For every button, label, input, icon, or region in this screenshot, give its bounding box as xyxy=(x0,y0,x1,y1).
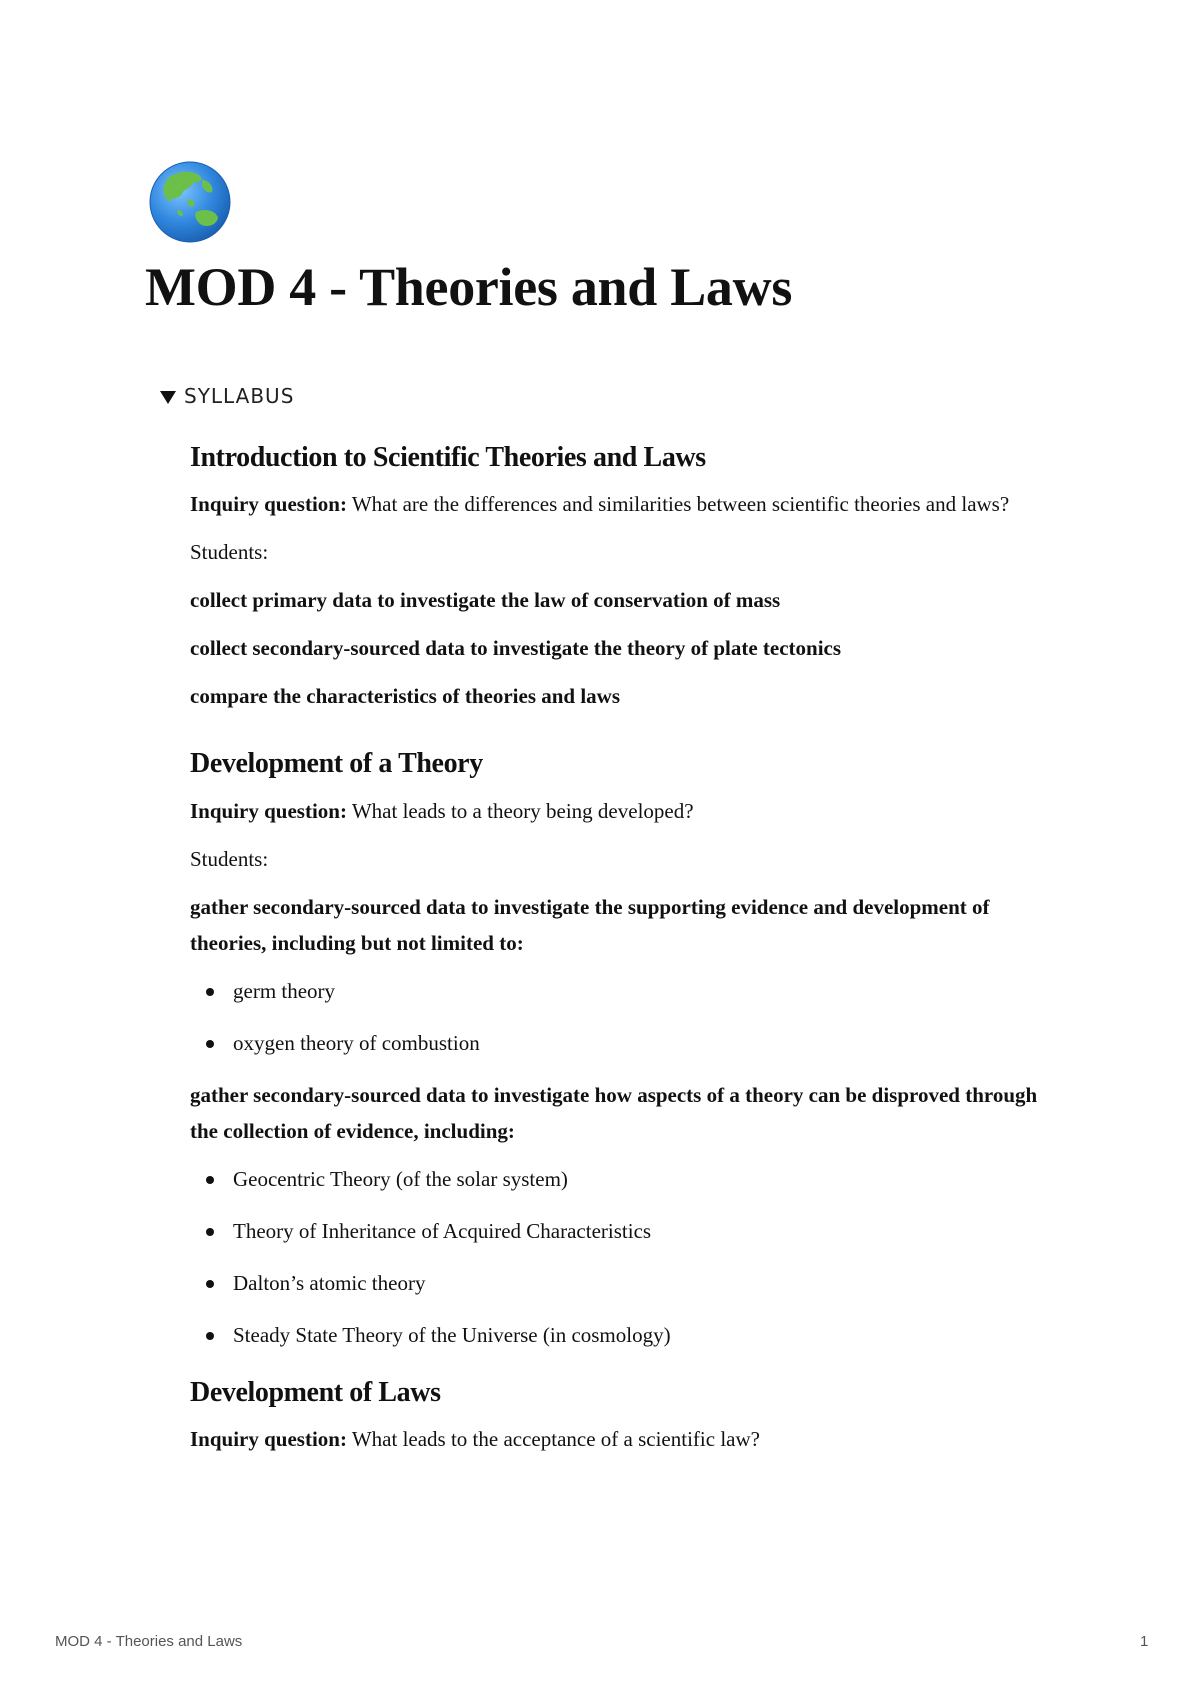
inquiry-question xyxy=(190,1421,1060,1457)
list-item xyxy=(190,1265,1060,1301)
syllabus-point: gather secondary-sourced data to investigate how aspects of a theory can be disproved through the collection of evidence, including: xyxy=(190,1082,1038,1143)
footer-title: MOD 4 - Theories and Laws xyxy=(55,1633,243,1650)
bullet-icon xyxy=(206,1040,214,1048)
section-development-of-laws xyxy=(190,1375,1060,1457)
section-heading: Development of a Theory xyxy=(190,748,483,780)
section-introduction xyxy=(190,440,1060,714)
section-development-of-theory xyxy=(190,746,1060,1352)
inquiry-label: Inquiry question: xyxy=(190,492,347,517)
list-item-text: Geocentric Theory (of the solar system) xyxy=(233,1166,568,1191)
syllabus-point: compare the characteristics of theories and laws xyxy=(190,684,621,709)
bullet-icon xyxy=(206,1228,214,1236)
inquiry-text: What are the differences and similarities between scientific theories and laws? xyxy=(346,492,1010,517)
section-heading: Introduction to Scientific Theories and Laws xyxy=(190,442,706,473)
syllabus-toggle-label: SYLLABUS xyxy=(184,384,295,408)
students-label: Students: xyxy=(190,846,269,871)
list-item xyxy=(190,1317,1060,1353)
bullet-list xyxy=(190,973,1060,1061)
list-item-text: Dalton’s atomic theory xyxy=(233,1270,426,1295)
list-item xyxy=(190,973,1060,1009)
syllabus-point: gather secondary-sourced data to investigate the supporting evidence and development of theories, including but not limited to: xyxy=(190,894,990,955)
syllabus-point: collect primary data to investigate the law of conservation of mass xyxy=(190,588,781,613)
list-item-text: germ theory xyxy=(233,978,336,1003)
syllabus-content xyxy=(190,440,1060,1469)
bullet-icon xyxy=(206,988,214,996)
globe-asia-australia-icon xyxy=(148,160,232,244)
list-item-text: oxygen theory of combustion xyxy=(233,1030,480,1055)
inquiry-label: Inquiry question: xyxy=(190,1427,347,1452)
bullet-icon xyxy=(206,1280,214,1288)
inquiry-label: Inquiry question: xyxy=(190,798,347,823)
section-heading: Development of Laws xyxy=(190,1376,441,1408)
list-item-text: Steady State Theory of the Universe (in cosmology) xyxy=(233,1322,671,1347)
page-title: MOD 4 - Theories and Laws xyxy=(145,257,793,317)
syllabus-toggle[interactable] xyxy=(160,384,294,408)
list-item xyxy=(190,1213,1060,1249)
caret-down-icon[interactable] xyxy=(160,391,176,404)
list-item-text: Theory of Inheritance of Acquired Characteristics xyxy=(233,1218,652,1243)
bullet-list xyxy=(190,1161,1060,1353)
inquiry-text: What leads to the acceptance of a scientific law? xyxy=(346,1427,760,1452)
list-item xyxy=(190,1025,1060,1061)
syllabus-point: collect secondary-sourced data to investigate the theory of plate tectonics xyxy=(190,636,842,661)
inquiry-question xyxy=(190,486,1060,522)
students-label: Students: xyxy=(190,540,269,565)
list-item xyxy=(190,1161,1060,1197)
inquiry-question xyxy=(190,793,1060,829)
footer-page-number: 1 xyxy=(1140,1633,1149,1650)
bullet-icon xyxy=(206,1176,214,1184)
inquiry-text: What leads to a theory being developed? xyxy=(346,798,694,823)
bullet-icon xyxy=(206,1332,214,1340)
